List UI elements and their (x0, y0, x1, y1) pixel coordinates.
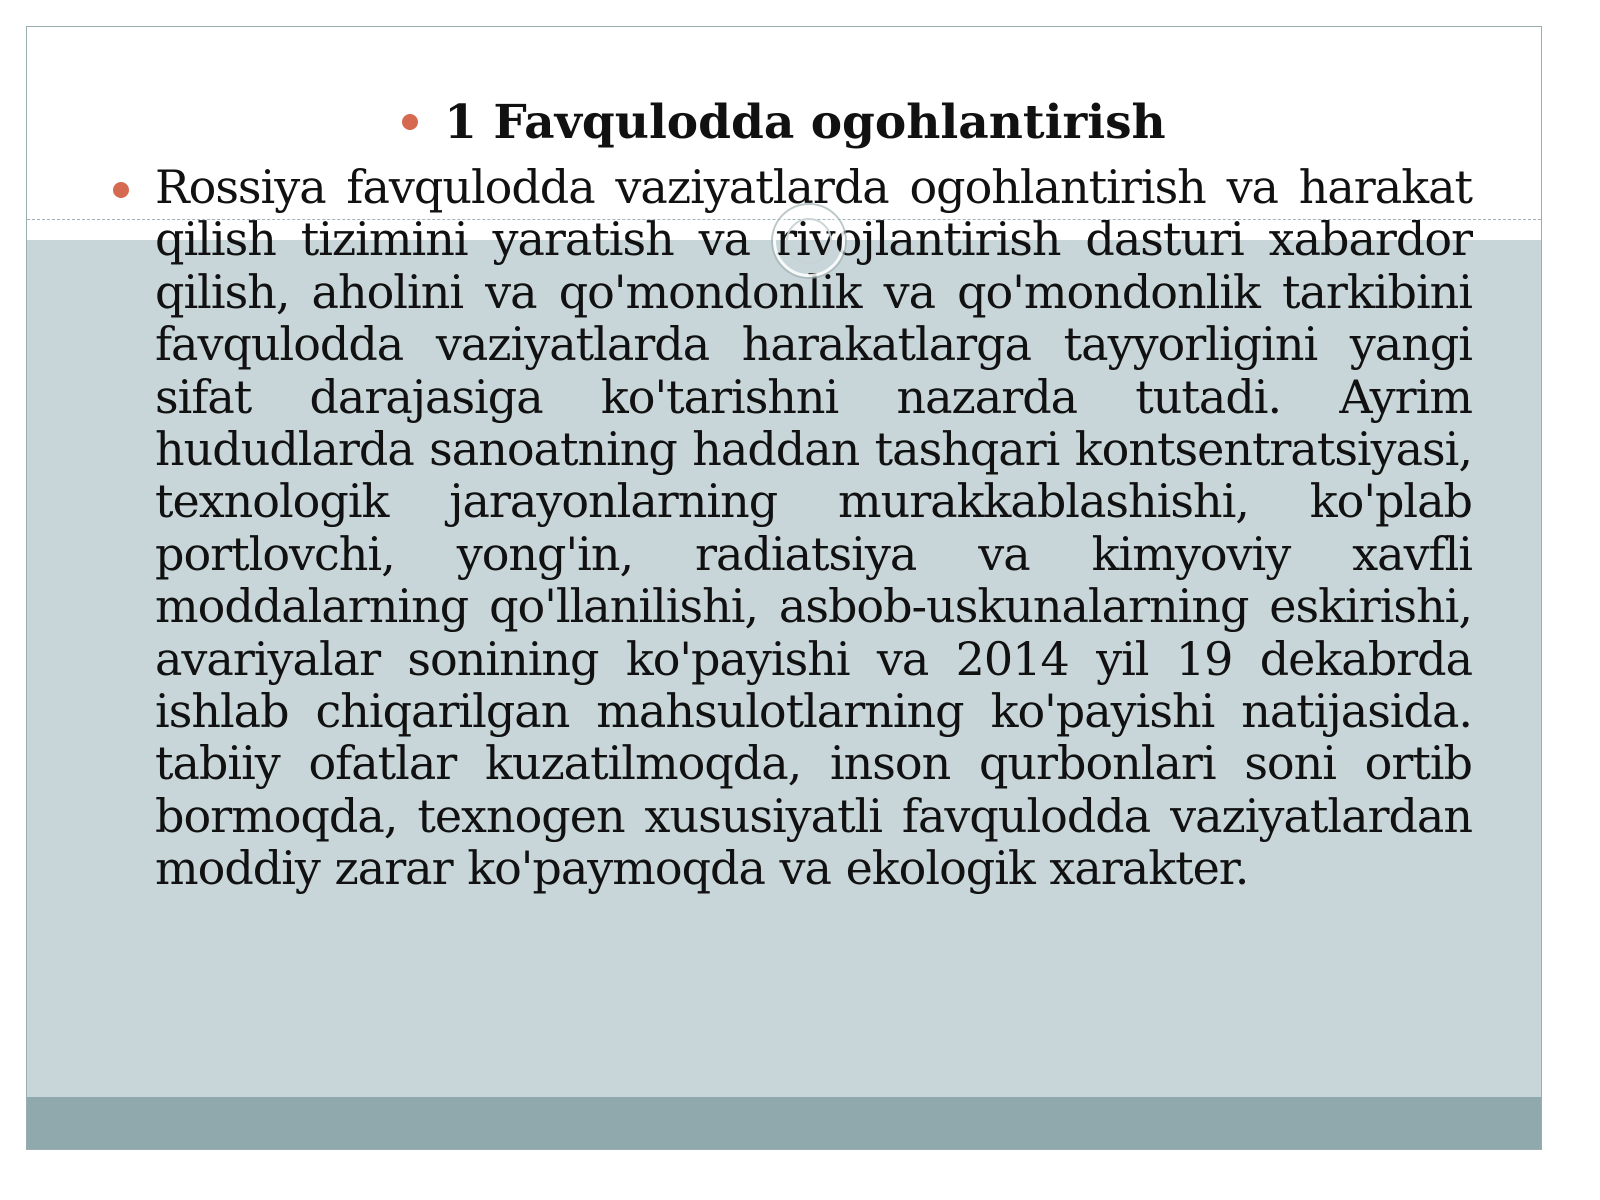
slide-title (27, 95, 1541, 150)
decorative-ring-inner (786, 218, 832, 264)
decorative-ring-icon (773, 205, 845, 277)
slide (26, 26, 1542, 1150)
paragraph-bullet-icon (113, 182, 129, 198)
footer-band (27, 1097, 1541, 1150)
slide-title-text: 1 Favqulodda ogohlantirish (444, 95, 1166, 150)
body-paragraph: Rossiya favqulodda vaziyatlarda ogohlantirish va harakat qilish tizimini yaratish va rivojlantirish dasturi xabardor qilish, aholini va qo'mondonlik va qo'mondonlik tarkibini favqulodda vaziyatlarda harakatlarga tayyorligini yangi sifat darajasiga ko'tarishni nazarda tutadi. Ayrim hududlarda sanoatning haddan tashqari kontsentratsiyasi, texnologik jarayonlarning murakkablashishi, ko'plab portlovchi, yong'in, radiatsiya va kimyoviy xavfli moddalarning qo'llanilishi, asbob-uskunalarning eskirishi, avariyalar sonining ko'payishi va 2014 yil 19 dekabrda ishlab chiqarilgan mahsulotlarning ko'payishi natijasida. tabiiy ofatlar kuzatilmoqda, inson qurbonlari soni ortib bormoqda, texnogen xususiyatli favqulodda vaziyatlardan moddiy zarar ko'paymoqda va ekologik xarakter. (155, 160, 1472, 896)
title-bullet-icon (402, 114, 418, 130)
